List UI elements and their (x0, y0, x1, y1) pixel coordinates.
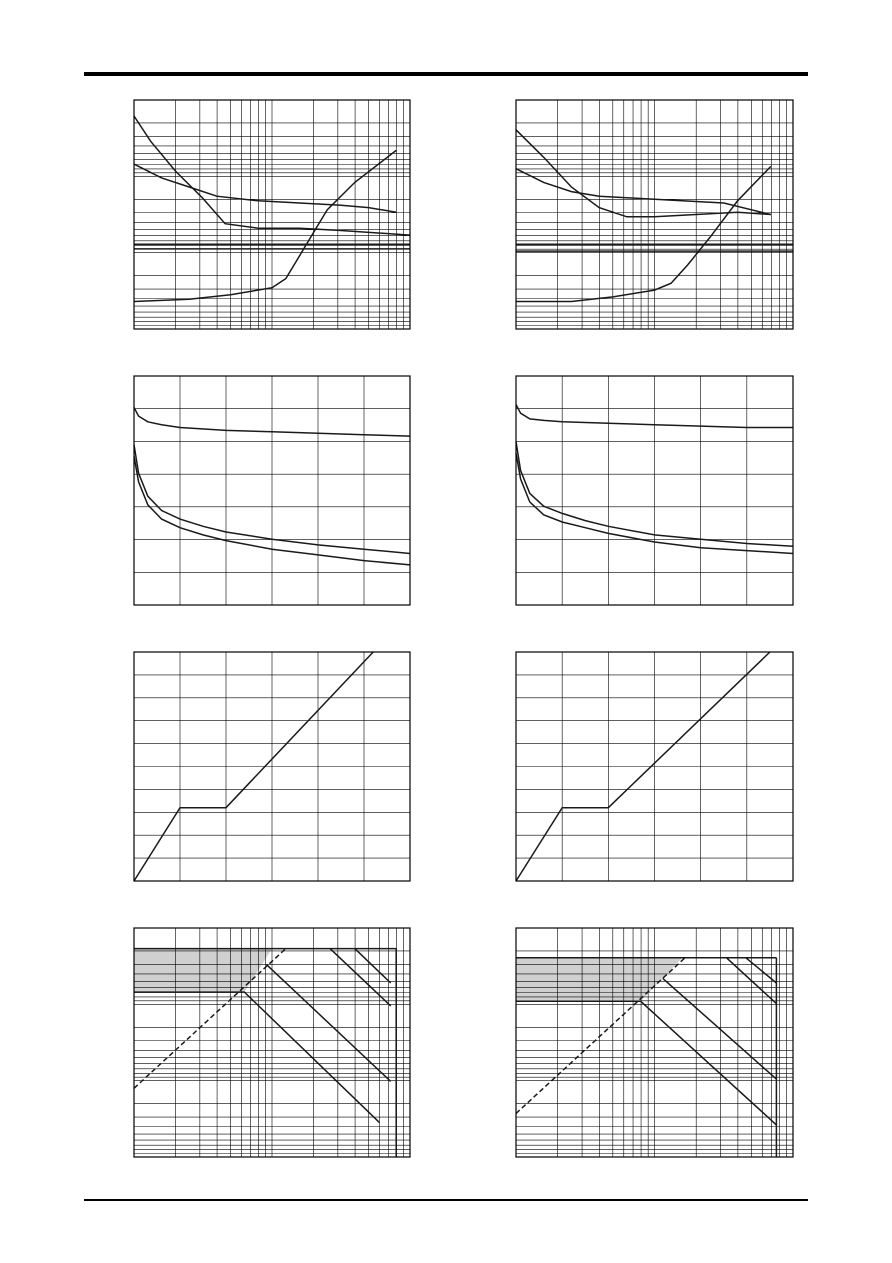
chart-r2c2 (516, 376, 793, 605)
chart-r1c1 (134, 100, 410, 329)
chart-r1c2 (516, 100, 793, 329)
safe-area-shade (134, 949, 272, 1089)
grid (516, 100, 793, 329)
header-rule (84, 72, 808, 76)
series-line-5 (330, 949, 391, 1006)
footer-rule (84, 1199, 808, 1201)
shade-layer (134, 949, 272, 1089)
chart-r3c1 (134, 652, 410, 881)
grid (516, 376, 793, 605)
chart-r2c1 (134, 376, 410, 605)
series-line-1 (134, 164, 396, 212)
series-line-3 (516, 1001, 776, 1125)
grid (134, 100, 410, 329)
grid (134, 652, 410, 881)
chart-r3c2 (516, 652, 793, 881)
grid (516, 652, 793, 881)
grid (134, 376, 410, 605)
chart-r4c1 (134, 928, 410, 1157)
series-line-0 (516, 130, 771, 217)
chart-r4c2 (516, 928, 793, 1157)
